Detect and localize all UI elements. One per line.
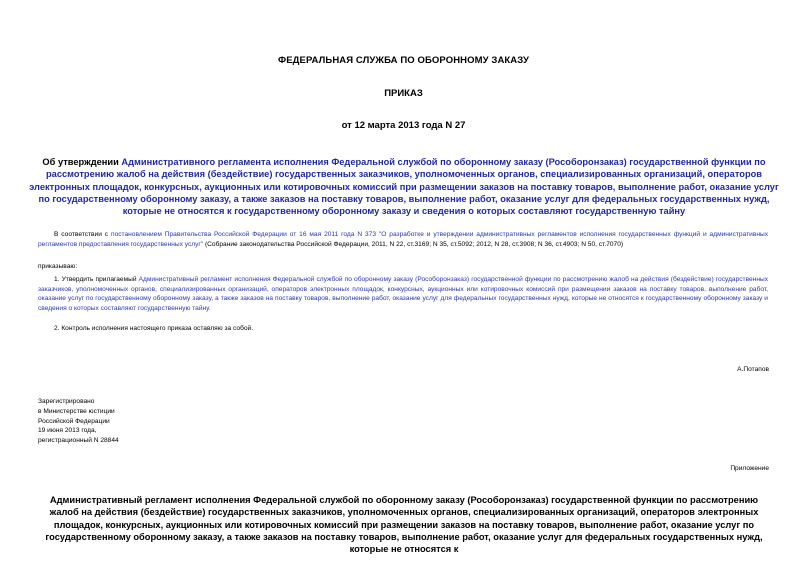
registration-line: в Министерстве юстиции	[38, 407, 115, 415]
order-word: приказываю:	[38, 263, 78, 270]
preamble-prefix: В соответствии с	[54, 231, 112, 238]
government-decree-link[interactable]: постановлением Правительства Российской Федерации от 16 мая 2011 года N 373 "О разработке и утверждении административных регламентов исполнения государственных функций и административных регламентов предоставления государственных услуг"	[38, 231, 769, 248]
appendix-label: Приложение	[730, 465, 769, 472]
item-2-text: 2. Контроль исполнения настоящего приказа оставляю за собой.	[54, 325, 254, 332]
order-title: ПРИКАЗ	[384, 88, 423, 99]
item-1-prefix: 1. Утвердить прилагаемый	[54, 276, 139, 283]
approval-regulation-link[interactable]: Административного регламента исполнения Федеральной службой по оборонному заказу (Рособоронзаказ) государственной функции по рассмотрению жалоб на действия (бездействие) государственных заказчиков, уполномоченных органов, специализированных организаций, операторов электронных площадок, конкурсных, аукционных или котировочных комиссий при размещении заказов на поставку товаров, выполнение работ, оказание услуг по государственному оборонному заказу, а также заказов на поставку товаров, выполнение работ, оказание услуг для федеральных государственных нужд, которые не относятся к государственному оборонному заказу и сведения о которых составляют государственную тайну	[29, 157, 779, 217]
approval-heading	[28, 156, 780, 217]
registration-line: Зарегистрировано	[38, 398, 95, 405]
approval-prefix: Об утверждении	[42, 157, 122, 167]
registration-line: регистрационный N 28844	[38, 437, 119, 445]
regulation-link[interactable]: Административный регламент исполнения Федеральной службой по оборонному заказу (Рособоронзаказ) государственной функции по рассмотрению жалоб на действия (бездействие) государственных заказчиков, уполномоченных органов, специализированных организаций, операторов электронных площадок, конкурсных, аукционных или котировочных комиссий при размещении заказов на поставку товаров, выполнение работ, оказание услуг по государственному оборонному заказу, а также заказов на поставку товаров, выполнение работ, оказание услуг для федеральных государственных нужд, которые не относятся к государственному оборонному заказу и сведения о которых составляют государственную тайну.	[38, 276, 768, 312]
item-2-paragraph	[38, 324, 768, 334]
regulation-title: Административный регламент исполнения Федеральной службой по оборонному заказу (Рособоронзаказ) государственной функции по рассмотрению жалоб на действия (бездействие) государственных заказчиков, уполномоченных органов, специализированных организаций, операторов электронных площадок, конкурсных, аукционных или котировочных комиссий при размещении заказов на поставку товаров, выполнение работ, оказание услуг по государственному оборонному заказу, а также заказов на поставку товаров, выполнение работ, оказание услуг для федеральных государственных нужд, которые не относятся к	[45, 495, 763, 555]
registration-line: 19 июня 2013 года,	[38, 427, 97, 435]
agency-heading: ФЕДЕРАЛЬНАЯ СЛУЖБА ПО ОБОРОННОМУ ЗАКАЗУ	[278, 55, 529, 66]
registration-line: Российской Федерации	[38, 417, 110, 425]
signature: А.Потапов	[737, 366, 769, 373]
order-date: от 12 марта 2013 года N 27	[341, 120, 466, 131]
preamble-paragraph	[38, 230, 768, 249]
preamble-suffix: (Собрание законодательства Российской Федерации, 2011, N 22, ст.3169; N 35, ст.5092; 2012, N 28, ст.3908; N 36, ст.4903; N 50, ст.7070)	[203, 240, 624, 248]
registration-block	[38, 397, 119, 446]
item-1-paragraph	[38, 275, 768, 313]
